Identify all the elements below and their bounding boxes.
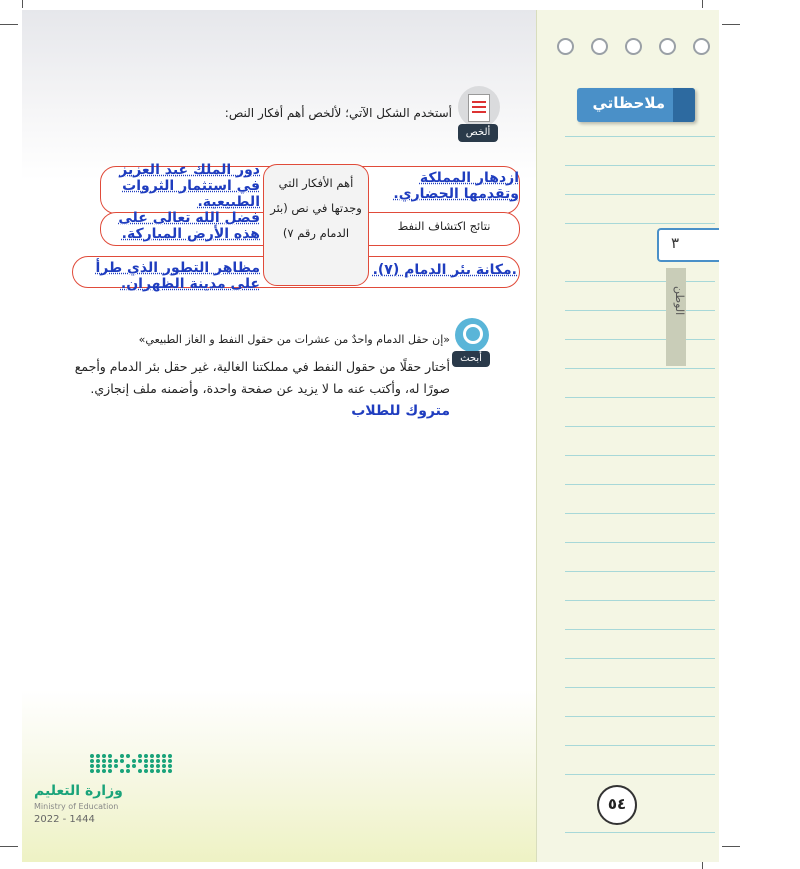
note-line [565,194,715,195]
document-icon [468,94,490,122]
main-ideas-label: أهم الأفكار التي وجدتها في نص (بئر الدمام رقم ٧) [270,176,362,240]
crop-mark [0,24,18,25]
logo-dot [96,769,100,773]
logo-dot [102,754,106,758]
magnifier-lens [463,324,483,344]
unit-ribbon [666,268,686,366]
note-line [565,281,715,282]
notes-tab-edge [673,88,695,122]
logo-dot [162,754,166,758]
crop-mark [722,846,740,847]
note-line [565,165,715,166]
note-line [565,484,715,485]
note-line [565,455,715,456]
unit-number: ٣ [670,234,679,252]
binder-hole [625,38,642,55]
note-line [565,687,715,688]
logo-dot [144,769,148,773]
logo-dot [138,754,142,758]
logo-dot [96,764,100,768]
logo-dot [108,754,112,758]
note-line [565,658,715,659]
logo-dot [114,764,118,768]
binder-hole [591,38,608,55]
logo-dot [126,754,130,758]
logo-dot [150,754,154,758]
note-line [565,339,715,340]
unit-number-box [657,228,719,262]
logo-dot [156,759,160,763]
logo-dot [162,759,166,763]
logo-dot [132,764,136,768]
note-line [565,629,715,630]
logo-dot [168,769,172,773]
ministry-name-ar: وزارة التعليم [34,783,123,799]
logo-dot [168,754,172,758]
logo-dot [138,759,142,763]
unit-name: الوطن [673,286,686,316]
note-line [565,310,715,311]
page-number: ٥٤ [607,795,627,813]
research-task: أختار حقلًا من حقول النفط في مملكتنا الغالية، غير حقل بئر الدمام وأجمع صورًا له، وأكتب عنه ما لا يزيد عن صفحة واحدة، وأضمنه ملف إنجازي. [74,359,450,396]
logo-dot [150,764,154,768]
logo-dot [114,759,118,763]
note-line [565,426,715,427]
note-line [565,542,715,543]
research-answer: متروك للطلاب [351,403,450,419]
logo-dot [144,754,148,758]
answer-left-top: دور الملك عبد العزيز في استثمار الثروات الطبيعية. [119,162,260,210]
logo-dot [162,764,166,768]
note-line [565,136,715,137]
logo-dot [150,769,154,773]
oil-discovery-results: نتائج اكتشاف النفط [397,219,491,233]
logo-dot [108,769,112,773]
edition-year: 2022 - 1444 [34,814,95,825]
logo-dot [108,764,112,768]
logo-dot [156,754,160,758]
logo-dot [90,769,94,773]
logo-dot [90,759,94,763]
answer-left-middle: فضل الله تعالى على هذه الأرض المباركة. [118,210,260,242]
main-ideas-box [263,164,369,286]
logo-dot [126,769,130,773]
logo-dot [102,759,106,763]
note-line [565,513,715,514]
note-line [565,368,715,369]
logo-dot [150,759,154,763]
note-line [565,774,715,775]
logo-dot [156,769,160,773]
answer-right-bottom: .مكانة بئر الدمام (٧). [372,262,517,278]
note-line [565,832,715,833]
summarize-icon [458,86,500,128]
logo-dot [90,754,94,758]
logo-dot [120,754,124,758]
logo-dot [108,759,112,763]
logo-dot [120,759,124,763]
logo-dot [162,769,166,773]
ministry-logo [90,754,170,776]
ministry-name-en: Ministry of Education [34,802,119,811]
crop-mark [722,24,740,25]
logo-dot [96,754,100,758]
logo-dot [102,764,106,768]
logo-dot [96,759,100,763]
binder-hole [557,38,574,55]
notes-column [536,10,719,862]
research-text [60,356,450,422]
binder-hole [693,38,710,55]
binder-hole [659,38,676,55]
research-badge: أبحث [452,351,490,367]
logo-dot [156,764,160,768]
search-icon [455,318,489,352]
logo-dot [90,764,94,768]
logo-dot [102,769,106,773]
summarize-badge: ألخص [458,124,498,142]
logo-dot [168,759,172,763]
note-line [565,223,715,224]
logo-dot [144,764,148,768]
crop-mark [22,0,23,8]
research-quote: «إن حقل الدمام واحدٌ من عشرات من حقول النفط و الغاز الطبيعي» [138,333,450,346]
note-line [565,571,715,572]
note-line [565,745,715,746]
logo-dot [138,769,142,773]
logo-dot [126,764,130,768]
page-number-badge [597,785,637,825]
logo-dot [120,769,124,773]
notes-tab [577,88,695,122]
logo-dot [144,759,148,763]
note-line [565,397,715,398]
answer-right-top: ازدهار المملكة وتقدمها الحضاري. [393,170,519,202]
crop-mark [0,846,18,847]
note-line [565,716,715,717]
crop-mark [702,0,703,8]
summarize-instruction: أستخدم الشكل الآتي؛ لألخص أهم أفكار النص: [224,106,452,120]
note-line [565,600,715,601]
logo-dot [168,764,172,768]
notes-label: ملاحظاتي [592,94,665,112]
crop-mark [702,862,703,869]
answer-left-bottom: مظاهر التطور الذي طرأ على مدينة الظهران. [95,260,260,292]
logo-dot [132,759,136,763]
